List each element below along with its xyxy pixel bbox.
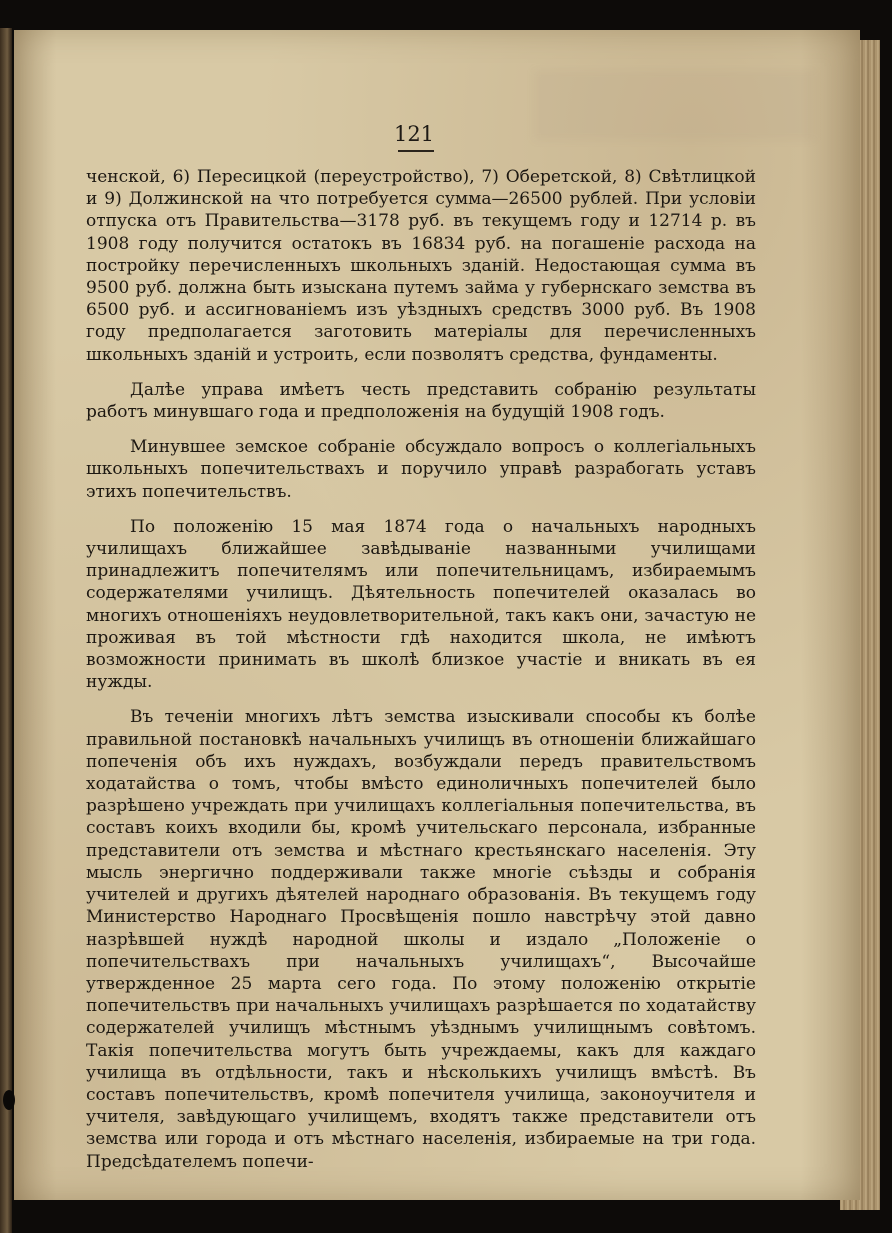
previous-page-edge xyxy=(0,28,12,1233)
body-text xyxy=(86,166,756,1173)
paragraph-1: ченской, 6) Пересицкой (переустройство), 7) Оберетской, 8) Свѣтлицкой и 9) Должинской на что потребуется сумма—26500 рублей. При условіи отпуска отъ Правительства—3178 руб. въ текущемъ году и 12714 р. въ 1908 году получится остатокъ въ 16834 руб. на погашеніе расхода на постройку перечисленныхъ школьныхъ зданій. Недостающая сумма въ 9500 руб. должна быть изыскана путемъ займа у губернскаго земства въ 6500 руб. и ассигнованіемъ изъ уѣздныхъ средствъ 3000 руб. Въ 1908 году предполагается заготовить матеріалы для перечисленныхъ школьныхъ зданій и устроить, если позволятъ средства, фундаменты. xyxy=(86,167,756,365)
paragraph-4: По положенію 15 мая 1874 года о начальныхъ народныхъ училищахъ ближайшее завѣдываніе названными училищами принадлежитъ попечителямъ или попечительницамъ, избираемымъ содержателями училищъ. Дѣятельность попечителей оказалась во многихъ отношеніяхъ неудовлетворительной, такъ какъ они, зачастую не проживая въ той мѣстности гдѣ находится школа, не имѣютъ возможности принимать въ школѣ близкое участіе и вникать въ ея нужды. xyxy=(86,516,756,693)
paragraph-3: Минувшее земское собраніе обсуждало вопросъ о коллегіальныхъ школьныхъ попечительствахъ и поручило управѣ разрабогать уставъ этихъ попечительствъ. xyxy=(86,437,756,502)
binding-mark xyxy=(3,1090,15,1110)
bleed-through-text xyxy=(534,70,814,140)
paragraph-5: Въ теченіи многихъ лѣтъ земства изыскивали способы къ болѣе правильной постановкѣ начальныхъ училищъ въ отношеніи ближайшаго попеченія объ ихъ нуждахъ, возбуждали передъ правительствомъ ходатайства о томъ, чтобы вмѣсто единоличныхъ попечителей было разрѣшено учреждать при училищахъ коллегіальныя попечительства, въ составъ коихъ входили бы, кромѣ учительскаго персонала, избранные представители отъ земства и мѣстнаго крестьянскаго населенія. Эту мысль энергично поддерживали также многіе съѣзды и собранія учителей и другихъ дѣятелей народнаго образованія. Въ текущемъ году Министерство Народнаго Просвѣщенія пошло навстрѣчу этой давно назрѣвшей нуждѣ народной школы и издало „Положеніе о попечительствахъ при начальныхъ училищахъ“, Высочайше утвержденное 25 марта сего года. По этому положенію открытіе попечительствъ при начальныхъ училищахъ разрѣшается по ходатайству содержателей училищъ мѣстнымъ уѣзднымъ училищнымъ совѣтомъ. Такія попечительства могутъ быть учреждаемы, какъ для каждаго училища въ отдѣльности, такъ и нѣсколькихъ училищъ вмѣстѣ. Въ составъ попечительствъ, кромѣ попечителя училища, законоучителя и учителя, завѣдующаго училищемъ, входятъ также представители отъ земства или города и отъ мѣстнаго населенія, избираемые на три года. Предсѣдателемъ попечи- xyxy=(86,707,756,1172)
paragraph-2: Далѣе управа имѣетъ честь представить собранію результаты работъ минувшаго года и предположенія на будущій 1908 годъ. xyxy=(86,379,756,423)
page-number: 121 xyxy=(393,122,435,146)
book-page xyxy=(14,30,860,1200)
page-number-underline xyxy=(398,150,434,152)
